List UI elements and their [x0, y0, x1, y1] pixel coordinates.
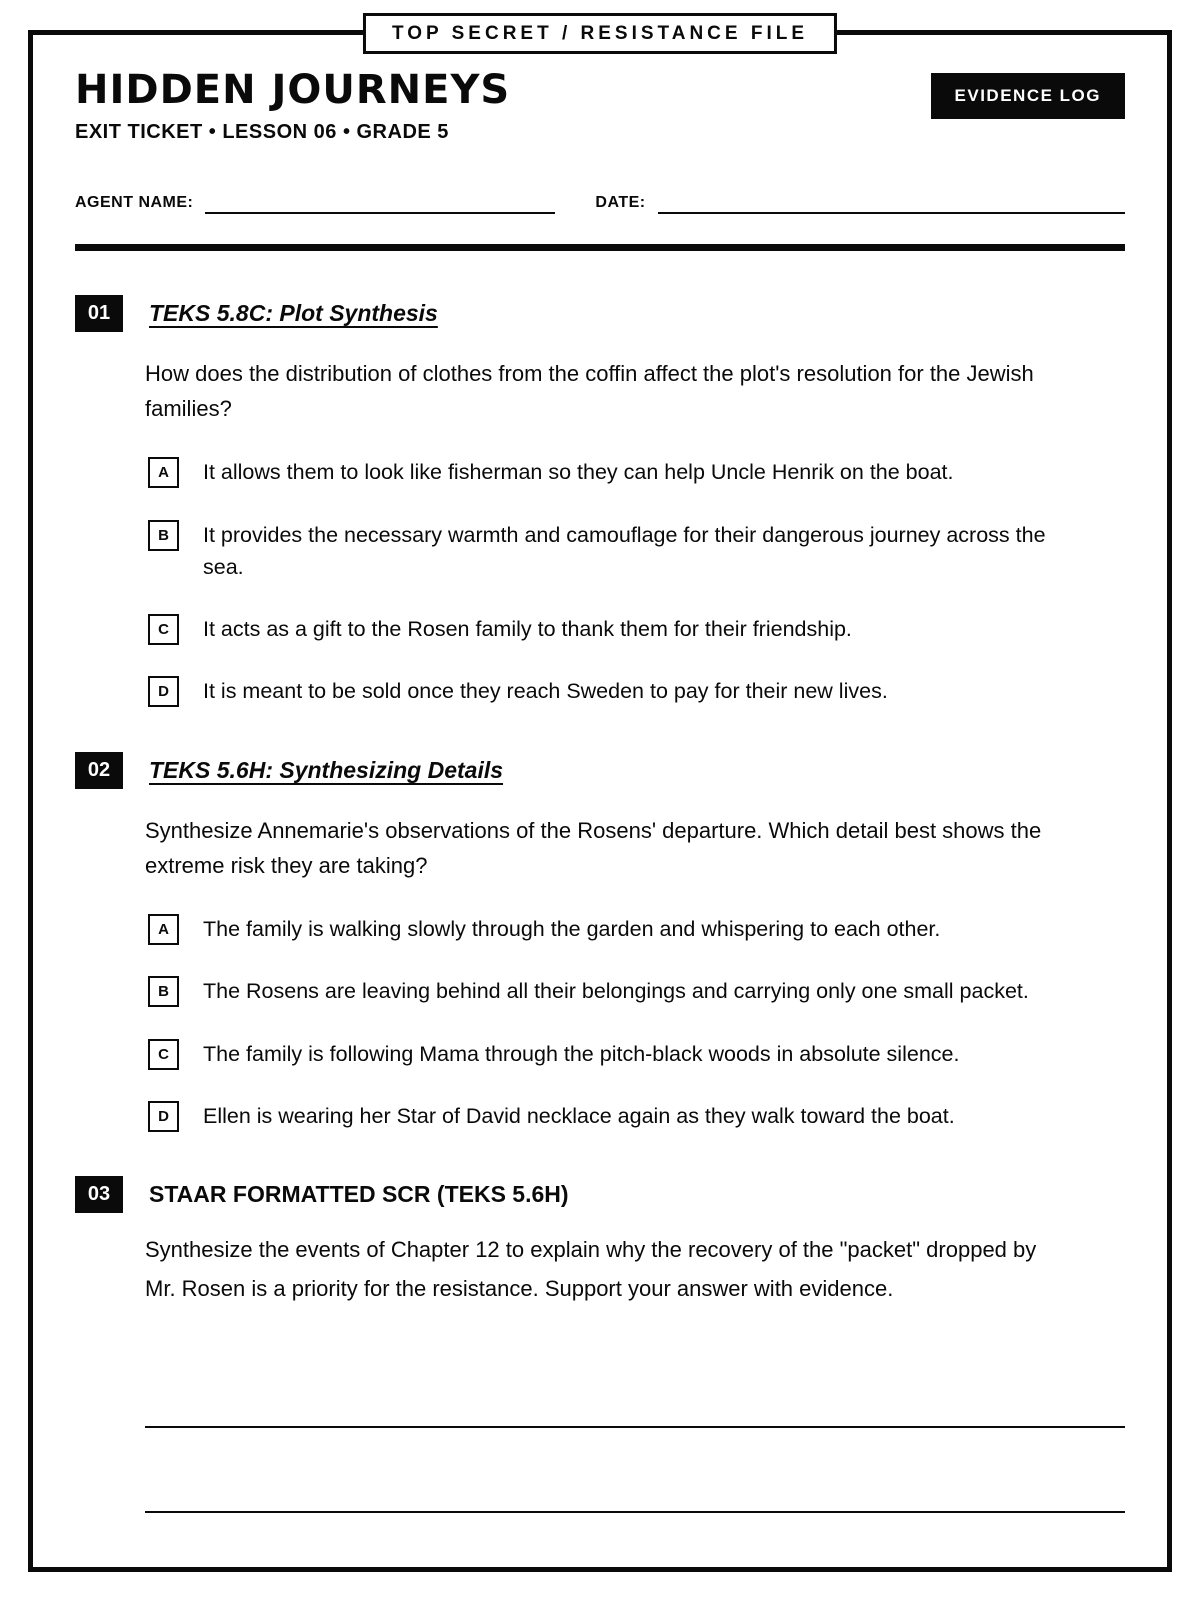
page-content — [33, 35, 1167, 1567]
page-subtitle: EXIT TICKET • LESSON 06 • GRADE 5 — [75, 121, 449, 143]
option-checkbox-b[interactable]: B — [148, 976, 179, 1007]
date-input-line[interactable] — [658, 188, 1125, 214]
question-text: Synthesize Annemarie's observations of the Rosens' departure. Which detail best shows the extreme risk they are taking? — [145, 817, 1042, 878]
option-text: The family is walking slowly through the garden and whispering to each other. — [203, 917, 941, 941]
option-checkbox-c[interactable]: C — [148, 1039, 179, 1070]
top-secret-banner: TOP SECRET / RESISTANCE FILE — [363, 13, 837, 54]
option-checkbox-c[interactable]: C — [148, 614, 179, 645]
question-text: How does the distribution of clothes from the coffin affect the plot's resolution for the Jewish families? — [145, 361, 1034, 422]
agent-name-label: AGENT NAME: — [75, 194, 194, 211]
section-02-header — [75, 752, 1125, 789]
answer-option — [148, 456, 1125, 488]
section-02-options — [75, 913, 1125, 1132]
option-checkbox-b[interactable]: B — [148, 520, 179, 551]
section-01-header — [75, 295, 1125, 332]
agent-name-input-line[interactable] — [205, 188, 555, 214]
option-text: It allows them to look like fisherman so they can help Uncle Henrik on the boat. — [203, 460, 954, 485]
answer-option — [148, 675, 1125, 707]
header-divider — [75, 244, 1125, 251]
section-title: TEKS 5.6H: Synthesizing Details — [149, 756, 504, 783]
section-title: STAAR FORMATTED SCR (TEKS 5.6H) — [149, 1181, 569, 1207]
question-text: Synthesize the events of Chapter 12 to explain why the recovery of the "packet" dropped by Mr. Rosen is a priority for the resistance. Support your answer with evidence. — [145, 1237, 1037, 1301]
option-text: Ellen is wearing her Star of David necklace again as they walk toward the boat. — [203, 1103, 955, 1128]
option-text: It acts as a gift to the Rosen family to thank them for their friendship. — [203, 617, 852, 642]
answer-write-line-1[interactable] — [145, 1426, 1125, 1428]
answer-option — [148, 519, 1125, 584]
option-checkbox-d[interactable]: D — [148, 1101, 179, 1132]
section-02 — [75, 752, 1125, 1132]
section-01-options — [75, 456, 1125, 707]
answer-option — [148, 913, 1125, 945]
header-titles — [75, 69, 510, 144]
date-label: DATE: — [595, 194, 646, 211]
option-text: The Rosens are leaving behind all their belongings and carrying only one small packet. — [203, 979, 1029, 1004]
section-03-header — [75, 1176, 1125, 1213]
header — [75, 69, 1125, 144]
section-03 — [75, 1176, 1125, 1513]
answer-option — [148, 1038, 1125, 1070]
answer-option — [148, 1100, 1125, 1132]
name-date-row — [75, 188, 1125, 214]
section-01 — [75, 295, 1125, 708]
option-checkbox-d[interactable]: D — [148, 676, 179, 707]
evidence-log-badge: EVIDENCE LOG — [931, 73, 1125, 119]
section-title: TEKS 5.8C: Plot Synthesis — [149, 300, 438, 326]
option-text: It provides the necessary warmth and camouflage for their dangerous journey across the sea. — [203, 522, 1046, 579]
option-checkbox-a[interactable]: A — [148, 914, 179, 945]
option-text: It is meant to be sold once they reach Sweden to pay for their new lives. — [203, 679, 888, 704]
section-number: 03 — [75, 1176, 123, 1213]
section-number: 01 — [75, 295, 123, 332]
page-title: HIDDEN JOURNEYS — [75, 67, 511, 113]
answer-option — [148, 975, 1125, 1007]
answer-write-line-2[interactable] — [145, 1511, 1125, 1513]
option-text: The family is following Mama through the pitch-black woods in absolute silence. — [203, 1041, 960, 1066]
section-number: 02 — [75, 752, 123, 789]
answer-option — [148, 613, 1125, 645]
option-checkbox-a[interactable]: A — [148, 457, 179, 488]
